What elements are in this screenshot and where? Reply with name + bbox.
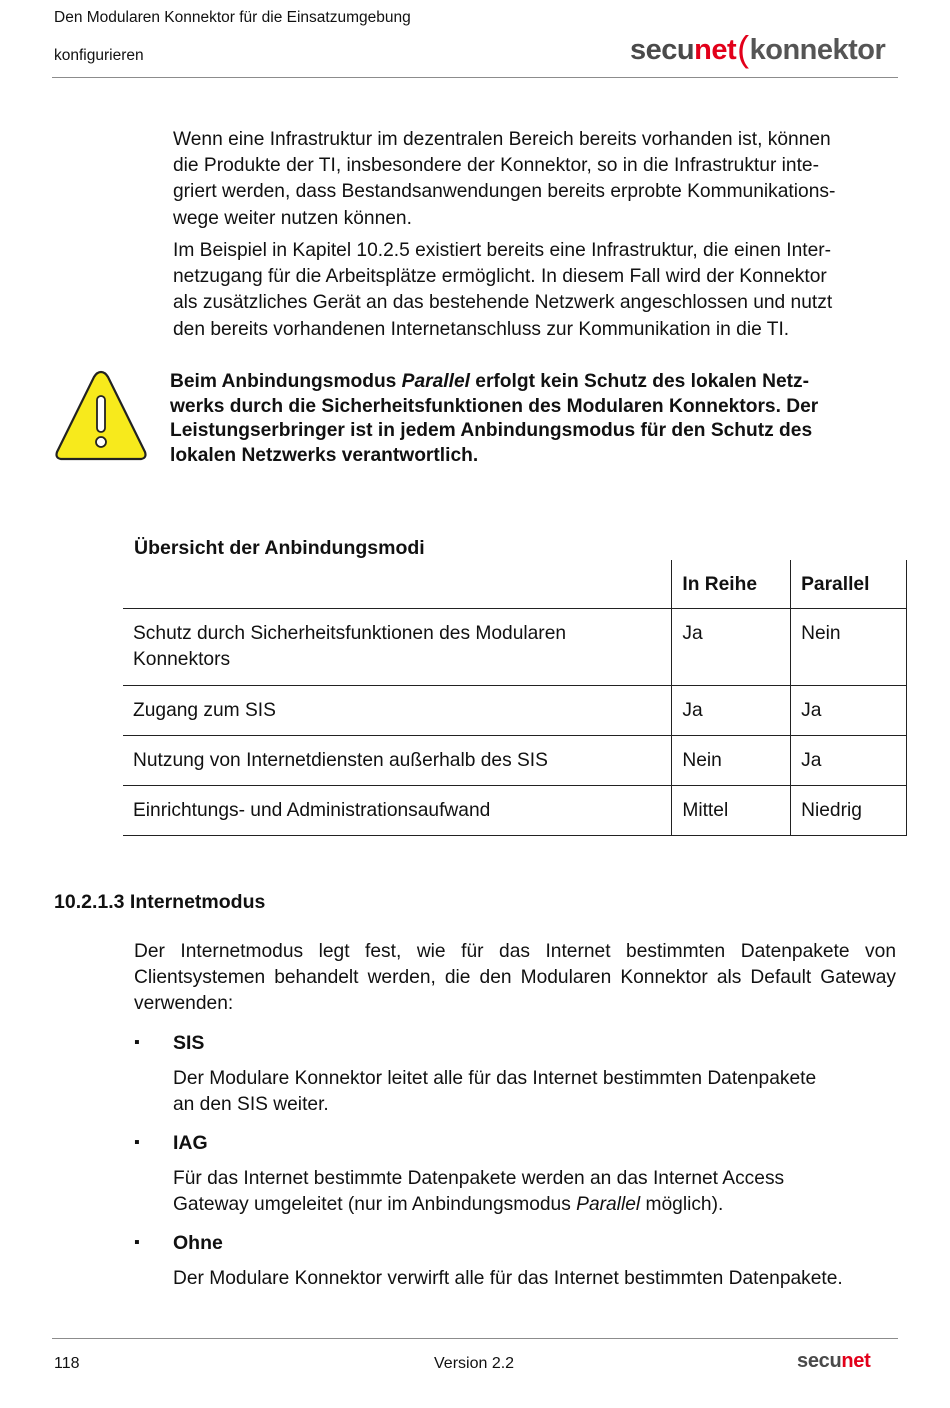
table-cell-in-reihe: Nein: [672, 736, 791, 786]
table-header-parallel: Parallel: [791, 560, 907, 609]
section-intro-paragraph: Der Internetmodus legt fest, wie für das Internet bestimmten Datenpakete von Clientsystemen behandelt werden, die den Modularen Konnektor als Default Gateway verwenden:: [134, 941, 896, 1015]
intro-paragraph-1: Wenn eine Infrastruktur im dezentralen Bereich bereits vorhanden ist, können die Produkte der TI, insbesondere der Konnektor, so in die Infrastruktur inte- griert werden, dass Bestandsanwendungen bereits erprobte Kommunikations- wege weiter nutzen können.: [173, 129, 836, 229]
table-row: [123, 786, 907, 836]
warning-text: Beim Anbindungsmodus Parallel erfolgt kein Schutz des lokalen Netz- werks durch die Sicherheitsfunktionen des Modularen Konnektors. Der Leistungserbringer ist in jedem Anbindungsmodus für den Schutz des lokalen Netzwerks verantwortlich.: [170, 371, 819, 466]
table-cell-in-reihe: Ja: [672, 609, 791, 686]
section-heading: 10.2.1.3 Internetmodus: [54, 891, 266, 913]
table-cell-label: Schutz durch Sicherheitsfunktionen des Modularen Konnektors: [123, 609, 672, 686]
bullet-marker: ▪: [134, 1234, 140, 1251]
table-cell-parallel: Ja: [791, 736, 907, 786]
secunet-footer-logo: secunet: [797, 1350, 871, 1372]
table-header-empty: [123, 560, 672, 609]
table-row: [123, 686, 907, 736]
table-header-in-reihe: In Reihe: [672, 560, 791, 609]
secunet-konnektor-logo: secunet(konnektor: [630, 28, 886, 69]
table-cell-parallel: Nein: [791, 609, 907, 686]
warning-triangle-icon: [53, 368, 149, 464]
table-cell-label: Nutzung von Internetdiensten außerhalb des SIS: [123, 736, 672, 786]
table-row: [123, 609, 907, 686]
bullet-title-ohne: Ohne: [173, 1232, 223, 1254]
modes-table: [123, 560, 907, 836]
footer-divider: [52, 1338, 898, 1339]
table-title: Übersicht der Anbindungsmodi: [134, 537, 425, 559]
bullet-marker: ▪: [134, 1034, 140, 1051]
header-title-line1: Den Modularen Konnektor für die Einsatzumgebung: [54, 9, 411, 26]
table-header-row: [123, 560, 907, 609]
intro-paragraph-2: Im Beispiel in Kapitel 10.2.5 existiert bereits eine Infrastruktur, die einen Inter- netzugang für die Arbeitsplätze ermöglicht. In diesem Fall wird der Konnektor als zusätzliches Gerät an das bestehende Netzwerk angeschlossen und nutzt den bereits vorhandenen Internetanschluss zur Kommunikation in die TI.: [173, 240, 833, 340]
table-cell-label: Einrichtungs- und Administrationsaufwand: [123, 786, 672, 836]
table-cell-label: Zugang zum SIS: [123, 686, 672, 736]
table-row: [123, 736, 907, 786]
header-divider: [52, 77, 898, 78]
document-version: Version 2.2: [434, 1355, 515, 1372]
bullet-text-sis: Der Modulare Konnektor leitet alle für das Internet bestimmten Datenpakete an den SIS weiter.: [173, 1068, 817, 1116]
bullet-title-sis: SIS: [173, 1032, 205, 1054]
bullet-text-ohne: Der Modulare Konnektor verwirft alle für das Internet bestimmten Datenpakete.: [173, 1268, 843, 1289]
table-cell-in-reihe: Ja: [672, 686, 791, 736]
table-cell-parallel: Ja: [791, 686, 907, 736]
bullet-marker: ▪: [134, 1134, 140, 1151]
bullet-text-iag: Für das Internet bestimmte Datenpakete werden an das Internet Access Gateway umgeleitet (nur im Anbindungsmodus Parallel möglich).: [173, 1168, 785, 1216]
bullet-title-iag: IAG: [173, 1132, 208, 1154]
page-number: 118: [54, 1355, 80, 1372]
table-cell-in-reihe: Mittel: [672, 786, 791, 836]
header-title-line2: konfigurieren: [54, 47, 144, 64]
table-cell-parallel: Niedrig: [791, 786, 907, 836]
